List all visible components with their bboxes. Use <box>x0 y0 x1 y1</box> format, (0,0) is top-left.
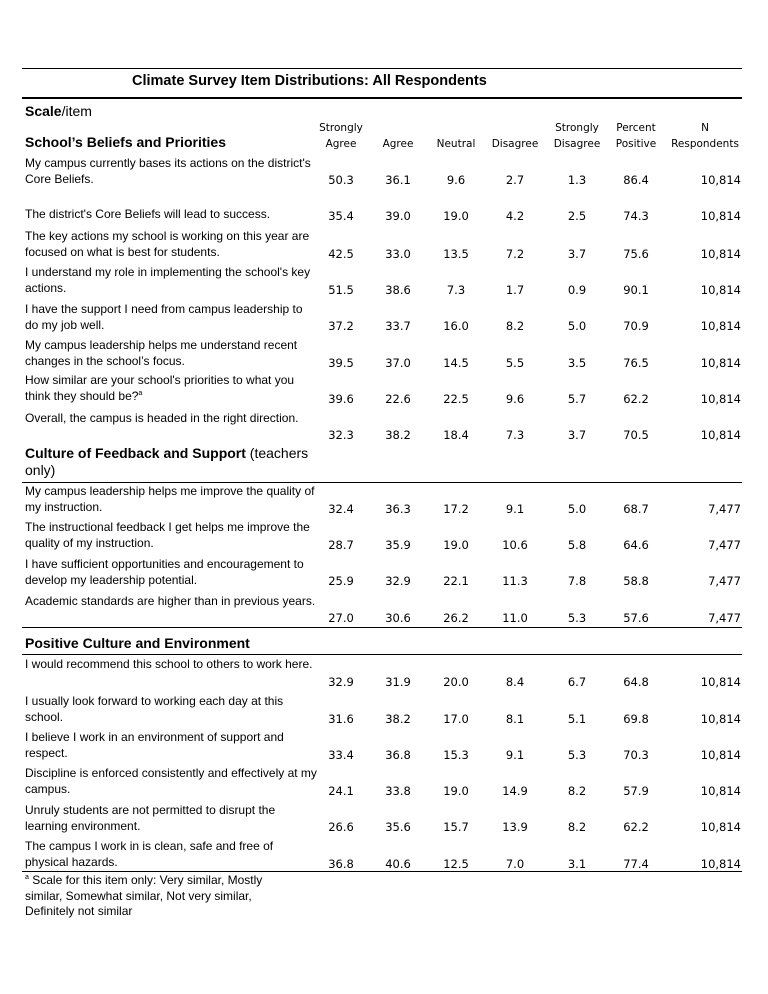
cell-n-respondents: 10,814 <box>700 820 741 834</box>
cell-percent-positive: 62.2 <box>623 820 649 834</box>
cell-agree: 30.6 <box>385 611 411 625</box>
cell-percent-positive: 70.3 <box>623 748 649 762</box>
row-item-label <box>25 730 317 761</box>
cell-neutral: 19.0 <box>443 784 469 798</box>
cell-agree: 36.3 <box>385 502 411 516</box>
cell-agree: 36.8 <box>385 748 411 762</box>
table-bottom-rule <box>22 871 742 872</box>
cell-n-respondents: 10,814 <box>700 209 741 223</box>
cell-strongly-agree: 31.6 <box>328 712 354 726</box>
row-item-label <box>25 373 317 404</box>
row-item-label <box>25 156 317 187</box>
row-item-text: Overall, the campus is headed in the right direction. <box>25 411 299 425</box>
cell-n-respondents: 10,814 <box>700 247 741 261</box>
row-item-label <box>25 694 317 725</box>
column-header-strongly-disagree: Strongly Disagree <box>553 122 601 150</box>
cell-disagree: 14.9 <box>502 784 528 798</box>
cell-neutral: 20.0 <box>443 675 469 689</box>
cell-percent-positive: 68.7 <box>623 502 649 516</box>
cell-percent-positive: 58.8 <box>623 574 649 588</box>
section-1-bottom-rule <box>22 482 742 483</box>
row-item-text: I believe I work in an environment of support and respect. <box>25 730 284 760</box>
cell-strongly-disagree: 7.8 <box>567 574 587 588</box>
cell-neutral: 9.6 <box>446 173 466 187</box>
cell-percent-positive: 76.5 <box>623 356 649 370</box>
cell-neutral: 14.5 <box>443 356 469 370</box>
footnote-text: Scale for this item only: Very similar, Mostly similar, Somewhat similar, Not very similar, Definitely not similar <box>25 873 263 918</box>
cell-n-respondents: 7,477 <box>708 611 741 625</box>
row-item-text: The key actions my school is working on this year are focused on what is best for students. <box>25 229 310 259</box>
cell-percent-positive: 64.8 <box>623 675 649 689</box>
cell-strongly-disagree: 5.3 <box>567 748 587 762</box>
cell-n-respondents: 7,477 <box>708 502 741 516</box>
cell-strongly-disagree: 2.5 <box>567 209 587 223</box>
cell-neutral: 19.0 <box>443 538 469 552</box>
cell-neutral: 15.3 <box>443 748 469 762</box>
cell-disagree: 7.3 <box>505 428 525 442</box>
cell-percent-positive: 57.9 <box>623 784 649 798</box>
cell-percent-positive: 70.5 <box>623 428 649 442</box>
top-rule <box>22 68 742 69</box>
row-item-text: I would recommend this school to others to work here. <box>25 657 313 671</box>
row-item-label <box>25 338 317 369</box>
cell-percent-positive: 64.6 <box>623 538 649 552</box>
column-header-percent-positive: Percent Positive <box>615 122 657 150</box>
cell-strongly-agree: 39.5 <box>328 356 354 370</box>
row-item-text: I have sufficient opportunities and encouragement to develop my leadership potential. <box>25 557 304 587</box>
row-item-label <box>25 265 317 296</box>
cell-n-respondents: 10,814 <box>700 675 741 689</box>
cell-percent-positive: 57.6 <box>623 611 649 625</box>
row-item-label <box>25 520 317 551</box>
cell-neutral: 12.5 <box>443 857 469 871</box>
cell-agree: 33.0 <box>385 247 411 261</box>
cell-percent-positive: 62.2 <box>623 392 649 406</box>
section-title-text: Positive Culture and Environment <box>25 635 250 651</box>
cell-disagree: 1.7 <box>505 283 525 297</box>
cell-strongly-agree: 51.5 <box>328 283 354 297</box>
cell-strongly-agree: 25.9 <box>328 574 354 588</box>
section-title <box>25 445 310 479</box>
title-rule <box>22 97 742 99</box>
row-item-label <box>25 594 317 610</box>
row-item-label <box>25 557 317 588</box>
cell-disagree: 8.2 <box>505 319 525 333</box>
cell-disagree: 13.9 <box>502 820 528 834</box>
cell-agree: 35.9 <box>385 538 411 552</box>
cell-disagree: 8.4 <box>505 675 525 689</box>
cell-neutral: 17.2 <box>443 502 469 516</box>
section-title-text: School’s Beliefs and Priorities <box>25 134 226 150</box>
row-item-label <box>25 302 317 333</box>
cell-strongly-disagree: 5.3 <box>567 611 587 625</box>
cell-agree: 32.9 <box>385 574 411 588</box>
cell-n-respondents: 10,814 <box>700 283 741 297</box>
cell-percent-positive: 75.6 <box>623 247 649 261</box>
cell-agree: 38.2 <box>385 428 411 442</box>
row-item-text: I have the support I need from campus leadership to do my job well. <box>25 302 303 332</box>
cell-agree: 33.7 <box>385 319 411 333</box>
cell-strongly-disagree: 3.1 <box>567 857 587 871</box>
cell-percent-positive: 86.4 <box>623 173 649 187</box>
cell-neutral: 22.5 <box>443 392 469 406</box>
cell-percent-positive: 69.8 <box>623 712 649 726</box>
page-title: Climate Survey Item Distributions: All Respondents <box>132 73 487 89</box>
row-item-text: Unruly students are not permitted to disrupt the learning environment. <box>25 803 276 833</box>
cell-percent-positive: 74.3 <box>623 209 649 223</box>
row-item-label <box>25 411 317 427</box>
section-3-header-rule <box>22 654 742 655</box>
cell-strongly-agree: 27.0 <box>328 611 354 625</box>
cell-n-respondents: 10,814 <box>700 319 741 333</box>
cell-agree: 38.6 <box>385 283 411 297</box>
row-item-text: How similar are your school's priorities to what you think they should be? <box>25 373 295 403</box>
cell-strongly-agree: 39.6 <box>328 392 354 406</box>
cell-agree: 31.9 <box>385 675 411 689</box>
row-item-label <box>25 657 317 673</box>
cell-n-respondents: 10,814 <box>700 712 741 726</box>
cell-agree: 39.0 <box>385 209 411 223</box>
cell-neutral: 15.7 <box>443 820 469 834</box>
cell-strongly-agree: 33.4 <box>328 748 354 762</box>
section-title-suffix: (teachers only) <box>25 445 309 478</box>
cell-strongly-disagree: 5.7 <box>567 392 587 406</box>
row-item-text: I understand my role in implementing the school's key actions. <box>25 265 311 295</box>
cell-n-respondents: 7,477 <box>708 538 741 552</box>
section-title <box>25 134 425 151</box>
cell-n-respondents: 10,814 <box>700 356 741 370</box>
cell-n-respondents: 7,477 <box>708 574 741 588</box>
cell-strongly-disagree: 8.2 <box>567 820 587 834</box>
cell-strongly-agree: 32.9 <box>328 675 354 689</box>
cell-n-respondents: 10,814 <box>700 392 741 406</box>
column-header-n-respondents: N Respondents <box>671 122 739 150</box>
cell-agree: 22.6 <box>385 392 411 406</box>
cell-neutral: 18.4 <box>443 428 469 442</box>
row-item-text: The campus I work in is clean, safe and free of physical hazards. <box>25 839 274 869</box>
cell-neutral: 13.5 <box>443 247 469 261</box>
cell-strongly-disagree: 6.7 <box>567 675 587 689</box>
cell-disagree: 9.6 <box>505 392 525 406</box>
cell-disagree: 7.0 <box>505 857 525 871</box>
cell-n-respondents: 10,814 <box>700 784 741 798</box>
cell-percent-positive: 90.1 <box>623 283 649 297</box>
cell-disagree: 2.7 <box>505 173 525 187</box>
row-item-label <box>25 207 317 223</box>
cell-neutral: 19.0 <box>443 209 469 223</box>
row-item-label <box>25 803 317 834</box>
row-item-text: My campus currently bases its actions on the district's Core Beliefs. <box>25 156 311 186</box>
row-item-text: The instructional feedback I get helps me improve the quality of my instruction. <box>25 520 310 550</box>
cell-n-respondents: 10,814 <box>700 748 741 762</box>
section-title-text: Culture of Feedback and Support <box>25 445 246 461</box>
cell-strongly-agree: 32.4 <box>328 502 354 516</box>
cell-strongly-agree: 50.3 <box>328 173 354 187</box>
cell-disagree: 5.5 <box>505 356 525 370</box>
cell-neutral: 22.1 <box>443 574 469 588</box>
cell-strongly-disagree: 5.1 <box>567 712 587 726</box>
cell-agree: 33.8 <box>385 784 411 798</box>
column-header-neutral: Neutral <box>436 138 476 150</box>
cell-disagree: 8.1 <box>505 712 525 726</box>
cell-disagree: 7.2 <box>505 247 525 261</box>
cell-agree: 37.0 <box>385 356 411 370</box>
cell-agree: 40.6 <box>385 857 411 871</box>
row-item-text: My campus leadership helps me improve the quality of my instruction. <box>25 484 315 514</box>
cell-strongly-disagree: 3.7 <box>567 247 587 261</box>
cell-disagree: 9.1 <box>505 748 525 762</box>
row-item-label <box>25 766 317 797</box>
row-item-text: I usually look forward to working each day at this school. <box>25 694 284 724</box>
cell-strongly-disagree: 3.5 <box>567 356 587 370</box>
cell-strongly-disagree: 8.2 <box>567 784 587 798</box>
cell-percent-positive: 77.4 <box>623 857 649 871</box>
cell-strongly-agree: 24.1 <box>328 784 354 798</box>
cell-n-respondents: 10,814 <box>700 857 741 871</box>
cell-disagree: 4.2 <box>505 209 525 223</box>
cell-agree: 38.2 <box>385 712 411 726</box>
row-item-text: The district's Core Beliefs will lead to success. <box>25 207 271 221</box>
section-title <box>25 635 425 652</box>
cell-neutral: 26.2 <box>443 611 469 625</box>
column-header-disagree: Disagree <box>491 138 539 150</box>
footnote <box>25 873 300 920</box>
scale-item-label <box>25 103 92 119</box>
row-item-label <box>25 229 317 260</box>
cell-percent-positive: 70.9 <box>623 319 649 333</box>
cell-strongly-agree: 36.8 <box>328 857 354 871</box>
column-header-agree: Agree <box>382 138 414 150</box>
cell-strongly-disagree: 5.0 <box>567 502 587 516</box>
cell-neutral: 7.3 <box>446 283 466 297</box>
row-item-text: Academic standards are higher than in previous years. <box>25 594 316 608</box>
row-item-text: Discipline is enforced consistently and effectively at my campus. <box>25 766 317 796</box>
cell-strongly-agree: 28.7 <box>328 538 354 552</box>
scale-label-rest: /item <box>61 103 92 119</box>
row-item-label <box>25 484 317 515</box>
cell-agree: 36.1 <box>385 173 411 187</box>
cell-disagree: 11.3 <box>502 574 528 588</box>
cell-n-respondents: 10,814 <box>700 428 741 442</box>
cell-strongly-disagree: 0.9 <box>567 283 587 297</box>
cell-neutral: 17.0 <box>443 712 469 726</box>
cell-disagree: 10.6 <box>502 538 528 552</box>
cell-disagree: 9.1 <box>505 502 525 516</box>
footnote-ref: a <box>138 389 143 397</box>
cell-disagree: 11.0 <box>502 611 528 625</box>
cell-strongly-agree: 26.6 <box>328 820 354 834</box>
column-header-strongly-agree: Strongly Agree <box>319 122 363 150</box>
cell-strongly-disagree: 5.8 <box>567 538 587 552</box>
row-item-label <box>25 839 317 870</box>
section-2-bottom-rule <box>22 627 742 628</box>
cell-strongly-agree: 37.2 <box>328 319 354 333</box>
cell-strongly-disagree: 1.3 <box>567 173 587 187</box>
cell-strongly-disagree: 5.0 <box>567 319 587 333</box>
cell-neutral: 16.0 <box>443 319 469 333</box>
row-item-text: My campus leadership helps me understand recent changes in the school’s focus. <box>25 338 298 368</box>
cell-agree: 35.6 <box>385 820 411 834</box>
cell-strongly-disagree: 3.7 <box>567 428 587 442</box>
cell-strongly-agree: 42.5 <box>328 247 354 261</box>
cell-strongly-agree: 32.3 <box>328 428 354 442</box>
cell-strongly-agree: 35.4 <box>328 209 354 223</box>
footnote-marker: a <box>25 874 29 881</box>
cell-n-respondents: 10,814 <box>700 173 741 187</box>
scale-label-bold: Scale <box>25 103 62 119</box>
